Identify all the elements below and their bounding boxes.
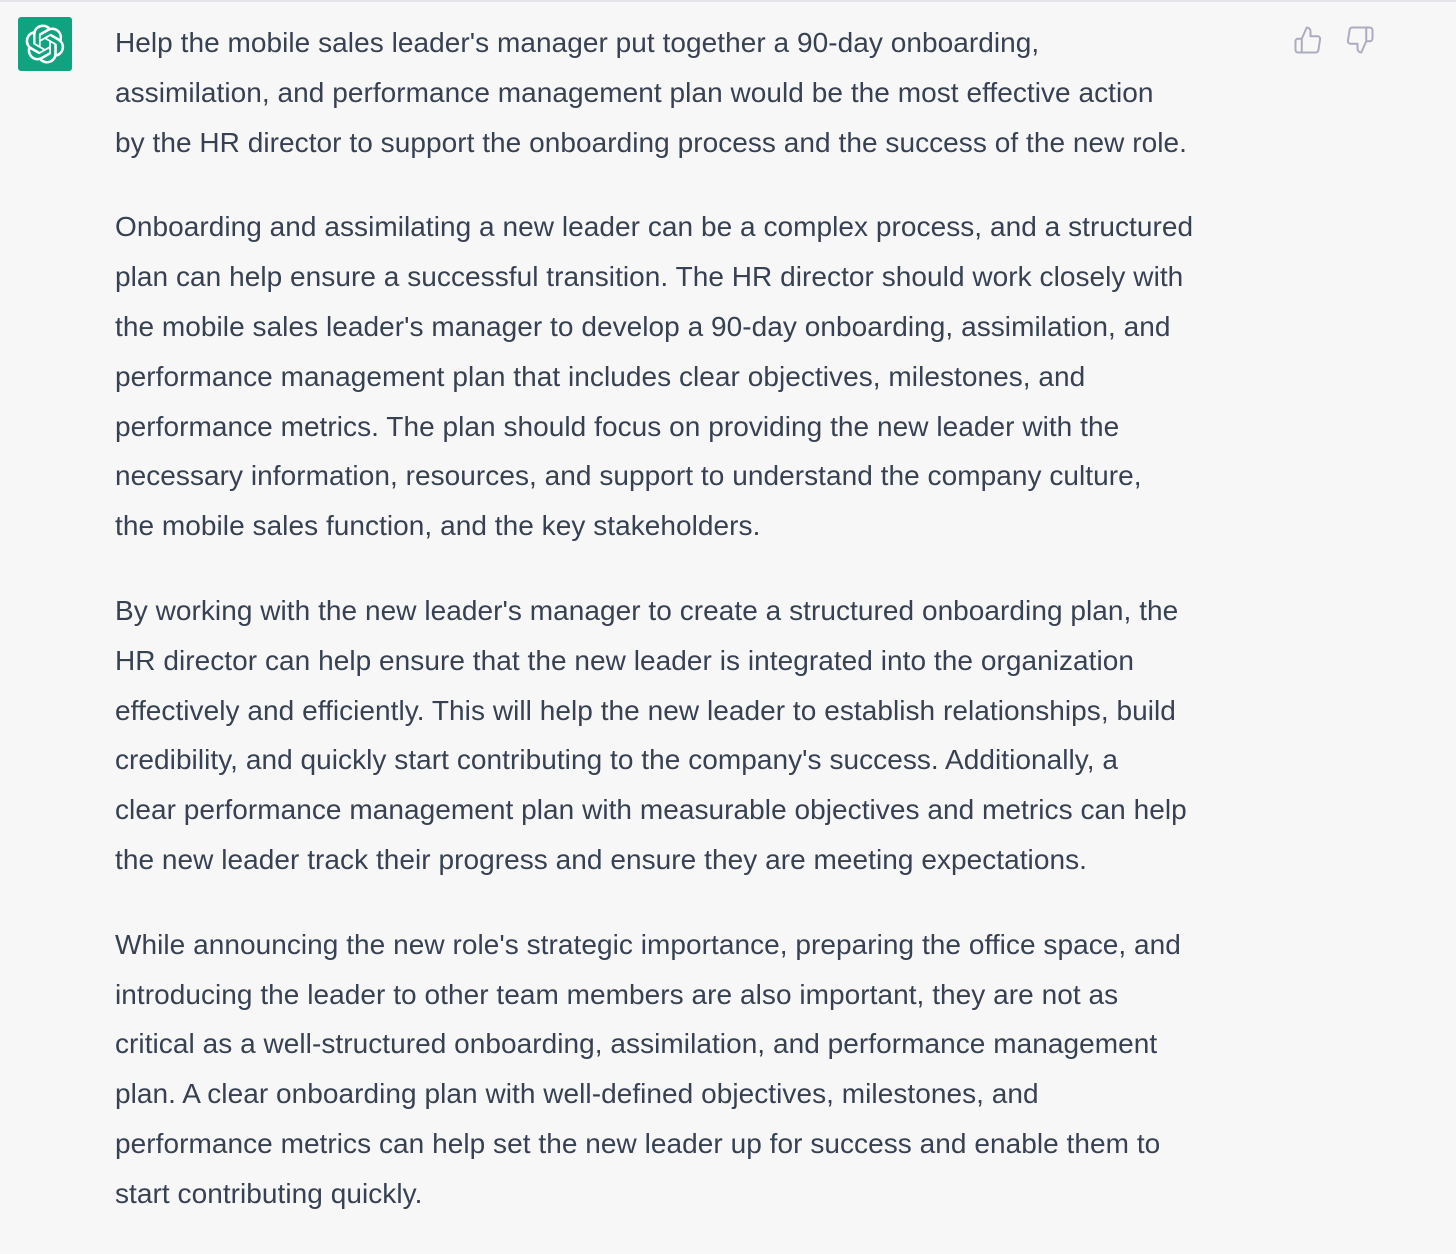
assistant-avatar [18, 17, 72, 71]
feedback-buttons [1292, 24, 1376, 56]
thumbs-down-icon [1345, 25, 1375, 55]
message-paragraph-4: While announcing the new role's strategic importance, preparing the office space, and introducing the leader to other team members are also important, they are not as critical as a well-structured onboarding, assimilation, and performance management plan. A clear onboarding plan with well-defined objectives, milestones, and performance metrics can help set the new leader up for success and enable them to start contributing quickly. [115, 928, 1181, 1209]
thumbs-down-button[interactable] [1344, 24, 1376, 56]
thumbs-up-button[interactable] [1292, 24, 1324, 56]
thumbs-up-icon [1293, 25, 1323, 55]
message-paragraph-2: Onboarding and assimilating a new leader can be a complex process, and a structured plan can help ensure a successful transition. The HR director should work closely with the mobile sales leader's manager to develop a 90-day onboarding, assimilation, and performance management plan that includes clear objectives, milestones, and performance metrics. The plan should focus on providing the new leader with the necessary information, resources, and support to understand the company culture, the mobile sales function, and the key stakeholders. [115, 211, 1194, 542]
assistant-message-content [115, 18, 1285, 1254]
message-paragraph-3: By working with the new leader's manager to create a structured onboarding plan, the HR director can help ensure that the new leader is integrated into the organization effectively and efficiently. This will help the new leader to establish relationships, build credibility, and quickly start contributing to the company's success. Additionally, a clear performance management plan with measurable objectives and metrics can help the new leader track their progress and ensure they are meeting expectations. [115, 594, 1187, 875]
openai-logo-icon [25, 24, 65, 64]
message-paragraph-1: Help the mobile sales leader's manager put together a 90-day onboarding, assimilation, and performance management plan would be the most effective action by the HR director to support the onboarding process and the success of the new role. [115, 27, 1187, 158]
